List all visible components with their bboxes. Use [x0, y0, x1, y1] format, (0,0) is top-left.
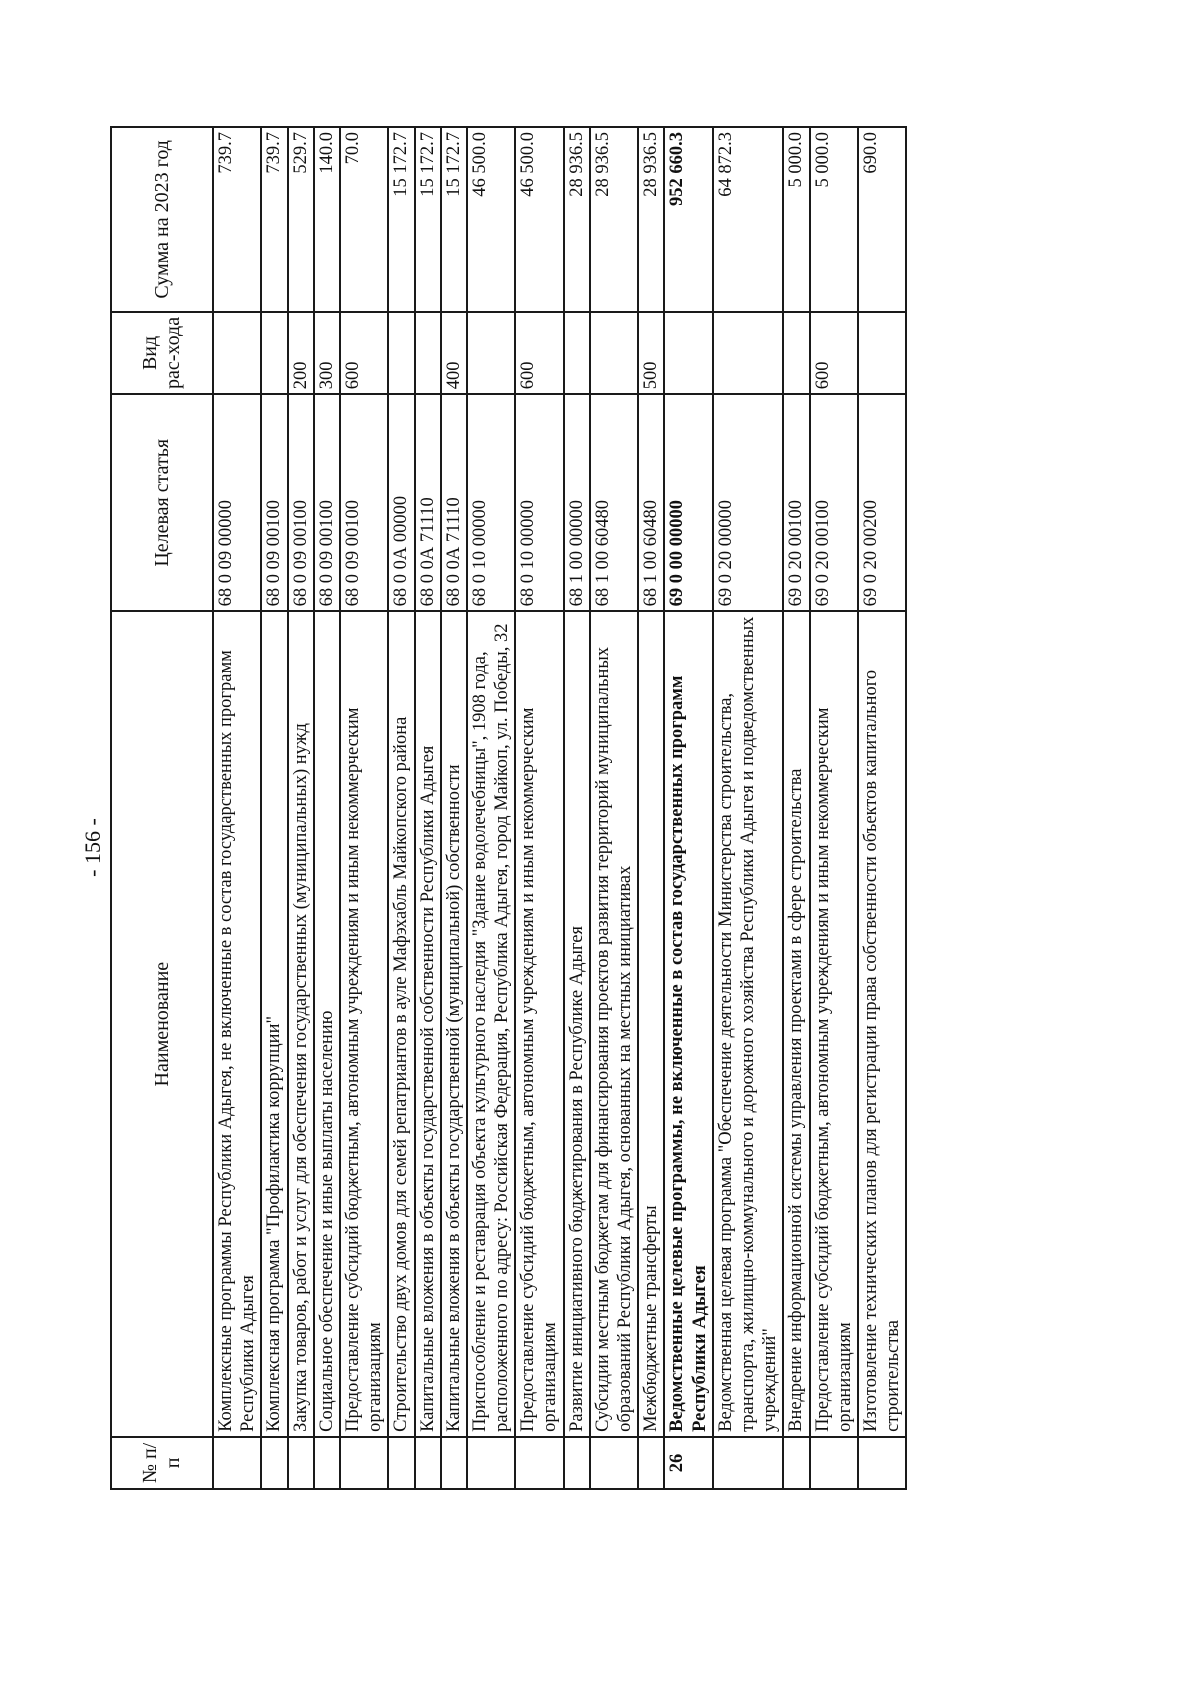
cell-sum: 952 660.3 [664, 127, 712, 312]
cell-num [564, 1437, 590, 1489]
cell-kind [858, 312, 906, 395]
cell-name: Капитальные вложения в объекты государственной собственности Республики Адыгея [415, 611, 441, 1436]
page-number: - 156 - [80, 818, 105, 877]
cell-num [783, 1437, 809, 1489]
cell-name: Ведомственные целевые программы, не включенные в состав государственных программ Республики Адыгея [664, 611, 712, 1436]
cell-name: Капитальные вложения в объекты государственной (муниципальной) собственности [441, 611, 467, 1436]
table-row [340, 127, 388, 1489]
cell-sum: 5 000.0 [783, 127, 809, 312]
cell-num [261, 1437, 287, 1489]
table-row [638, 127, 664, 1489]
table-body [213, 127, 906, 1489]
cell-num [467, 1437, 515, 1489]
table-row [664, 127, 712, 1489]
header-name: Наименование [111, 611, 213, 1436]
cell-num [314, 1437, 340, 1489]
cell-kind [213, 312, 261, 395]
cell-kind: 500 [638, 312, 664, 395]
cell-name: Изготовление технических планов для регистрации права собственности объектов капитального строительства [858, 611, 906, 1436]
table-row [783, 127, 809, 1489]
cell-name: Закупка товаров, работ и услуг для обеспечения государственных (муниципальных) нужд [288, 611, 314, 1436]
cell-name: Развитие инициативного бюджетирования в Республике Адыгея [564, 611, 590, 1436]
cell-code: 68 0 0А 71110 [441, 394, 467, 611]
cell-kind [388, 312, 414, 395]
cell-kind [261, 312, 287, 395]
table-row [858, 127, 906, 1489]
cell-code: 69 0 00 00000 [664, 394, 712, 611]
cell-num [858, 1437, 906, 1489]
cell-num [340, 1437, 388, 1489]
cell-name: Предоставление субсидий бюджетным, автономным учреждениям и иным некоммерческим организациям [340, 611, 388, 1436]
cell-kind: 200 [288, 312, 314, 395]
header-kind: Вид рас-хода [111, 312, 213, 395]
cell-code: 68 0 09 00100 [288, 394, 314, 611]
cell-code: 68 0 0А 00000 [388, 394, 414, 611]
cell-sum: 739.7 [213, 127, 261, 312]
cell-kind [664, 312, 712, 395]
table-row [388, 127, 414, 1489]
cell-kind [415, 312, 441, 395]
cell-name: Межбюджетные трансферты [638, 611, 664, 1436]
table-row [288, 127, 314, 1489]
cell-code: 68 0 09 00100 [314, 394, 340, 611]
cell-kind [783, 312, 809, 395]
cell-name: Предоставление субсидий бюджетным, автономным учреждениям и иным некоммерческим организациям [515, 611, 563, 1436]
cell-name: Внедрение информационной системы управления проектами в сфере строительства [783, 611, 809, 1436]
cell-name: Комплексные программы Республики Адыгея, не включенные в состав государственных программ Республики Адыгея [213, 611, 261, 1436]
cell-sum: 140.0 [314, 127, 340, 312]
cell-sum: 739.7 [261, 127, 287, 312]
table-row [415, 127, 441, 1489]
cell-code: 69 0 20 00100 [810, 394, 858, 611]
header-sum: Сумма на 2023 год [111, 127, 213, 312]
cell-sum: 529.7 [288, 127, 314, 312]
cell-code: 68 0 09 00000 [213, 394, 261, 611]
table-row [213, 127, 261, 1489]
table-header-row [111, 127, 213, 1489]
cell-num [515, 1437, 563, 1489]
cell-sum: 46 500.0 [515, 127, 563, 312]
cell-kind: 600 [340, 312, 388, 395]
cell-kind: 400 [441, 312, 467, 395]
cell-kind [713, 312, 784, 395]
cell-name: Предоставление субсидий бюджетным, автономным учреждениям и иным некоммерческим организациям [810, 611, 858, 1436]
cell-code: 69 0 20 00000 [713, 394, 784, 611]
cell-sum: 64 872.3 [713, 127, 784, 312]
cell-num [810, 1437, 858, 1489]
cell-name: Ведомственная целевая программа "Обеспечение деятельности Министерства строительства, транспорта, жилищно-коммунального и дорожного хозяйства Республики Адыгея и подведомственных учреждений" [713, 611, 784, 1436]
header-num: № п/п [111, 1437, 213, 1489]
budget-table [110, 126, 907, 1490]
cell-num [213, 1437, 261, 1489]
cell-sum: 15 172.7 [415, 127, 441, 312]
table-row [810, 127, 858, 1489]
table-row [564, 127, 590, 1489]
table-row [467, 127, 515, 1489]
cell-sum: 46 500.0 [467, 127, 515, 312]
table-row [590, 127, 638, 1489]
cell-name: Субсидии местным бюджетам для финансирования проектов развития территорий муниципальных образований Республики Адыгея, основанных на местных инициативах [590, 611, 638, 1436]
header-code: Целевая статья [111, 394, 213, 611]
cell-code: 68 1 00 60480 [638, 394, 664, 611]
cell-num [713, 1437, 784, 1489]
cell-kind: 600 [515, 312, 563, 395]
cell-num [388, 1437, 414, 1489]
cell-num [441, 1437, 467, 1489]
cell-kind [467, 312, 515, 395]
cell-name: Комплексная программа "Профилактика коррупции" [261, 611, 287, 1436]
cell-code: 68 0 09 00100 [261, 394, 287, 611]
cell-code: 68 0 09 00100 [340, 394, 388, 611]
cell-code: 69 0 20 00100 [783, 394, 809, 611]
cell-sum: 15 172.7 [388, 127, 414, 312]
table-row [314, 127, 340, 1489]
cell-sum: 28 936.5 [638, 127, 664, 312]
cell-sum: 690.0 [858, 127, 906, 312]
cell-code: 69 0 20 00200 [858, 394, 906, 611]
cell-kind [590, 312, 638, 395]
cell-name: Строительство двух домов для семей репатриантов в ауле Мафэхабль Майкопского района [388, 611, 414, 1436]
table-row [441, 127, 467, 1489]
cell-sum: 5 000.0 [810, 127, 858, 312]
cell-code: 68 0 10 00000 [515, 394, 563, 611]
table-row [515, 127, 563, 1489]
cell-kind: 300 [314, 312, 340, 395]
cell-num [590, 1437, 638, 1489]
cell-code: 68 0 0А 71110 [415, 394, 441, 611]
cell-name: Приспособление и реставрация объекта культурного наследия "Здание водолечебницы", 1908 года, расположенного по адресу: Российская Федерация, Республика Адыгея, город Майкоп, ул. Победы, 32 [467, 611, 515, 1436]
cell-num [415, 1437, 441, 1489]
cell-code: 68 1 00 60480 [590, 394, 638, 611]
cell-sum: 70.0 [340, 127, 388, 312]
cell-num: 26 [664, 1437, 712, 1489]
cell-sum: 28 936.5 [590, 127, 638, 312]
table-row [261, 127, 287, 1489]
cell-kind [564, 312, 590, 395]
cell-name: Социальное обеспечение и иные выплаты населению [314, 611, 340, 1436]
cell-code: 68 0 10 00000 [467, 394, 515, 611]
table-row [713, 127, 784, 1489]
cell-sum: 28 936.5 [564, 127, 590, 312]
cell-code: 68 1 00 00000 [564, 394, 590, 611]
cell-kind: 600 [810, 312, 858, 395]
cell-sum: 15 172.7 [441, 127, 467, 312]
cell-num [288, 1437, 314, 1489]
cell-num [638, 1437, 664, 1489]
